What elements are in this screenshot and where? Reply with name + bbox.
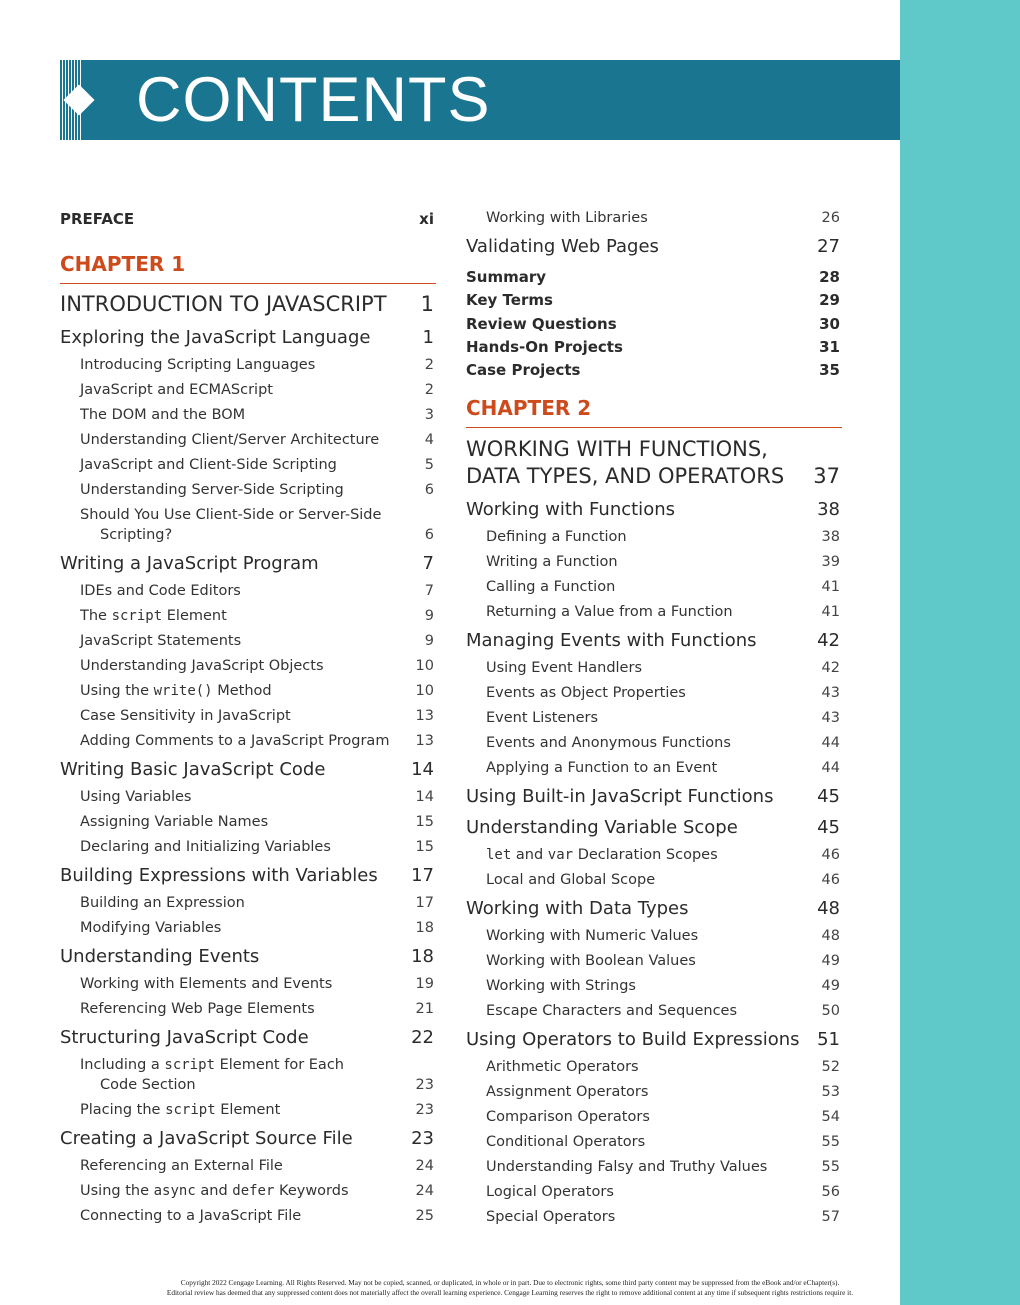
toc-label: Referencing Web Page Elements [80, 1001, 315, 1017]
toc-page: 49 [821, 978, 840, 995]
toc-page: 48 [821, 928, 840, 945]
toc-page: 7 [424, 583, 434, 599]
toc-label: Case Sensitivity in JavaScript [80, 708, 291, 724]
toc-label: Working with Elements and Events [80, 976, 333, 992]
toc-subsection[interactable] [60, 1154, 434, 1179]
toc-label: Adding Comments to a JavaScript Program [80, 733, 390, 749]
toc-page: 42 [821, 660, 840, 677]
label-text: Using the [80, 683, 154, 699]
toc-label: Working with Functions [466, 499, 675, 521]
toc-label [466, 436, 784, 490]
toc-page: 46 [821, 847, 840, 864]
toc-label: Local and Global Scope [486, 872, 656, 889]
toc-section[interactable] [466, 625, 840, 656]
toc-label: Understanding JavaScript Objects [80, 658, 324, 674]
toc-label: PREFACE [60, 210, 135, 228]
toc-subsection[interactable] [60, 704, 434, 729]
toc-page: 25 [415, 1208, 434, 1224]
toc-label: Arithmetic Operators [486, 1059, 639, 1076]
toc-page: 30 [819, 314, 840, 333]
toc-subsection[interactable] [466, 656, 840, 681]
toc-page: 15 [415, 814, 434, 830]
toc-subsection[interactable] [60, 453, 434, 478]
toc-page: 43 [821, 710, 840, 727]
label-text: Including a [80, 1057, 165, 1073]
side-color-strip [900, 0, 1020, 1305]
label-text: Keywords [274, 1183, 349, 1199]
toc-section[interactable] [466, 812, 840, 843]
toc-label [80, 1055, 344, 1095]
toc-page: 13 [415, 708, 434, 724]
toc-subsection[interactable] [60, 604, 434, 629]
toc-left-column [60, 206, 434, 1229]
toc-page: 41 [821, 579, 840, 596]
toc-label-line: DATA TYPES, AND OPERATORS [466, 464, 785, 489]
toc-page: 17 [415, 895, 434, 911]
toc-page: 31 [819, 337, 840, 356]
toc-label: Building an Expression [80, 895, 245, 911]
toc-label: Referencing an External File [80, 1158, 283, 1174]
toc-section[interactable] [60, 322, 434, 353]
toc-label-line: Code Section [100, 1077, 196, 1093]
toc-page: 2 [424, 357, 434, 373]
toc-subsection[interactable] [466, 1180, 840, 1205]
toc-label: Working with Numeric Values [486, 928, 699, 945]
toc-subsection[interactable] [60, 428, 434, 453]
toc-subsection[interactable] [466, 756, 840, 781]
toc-page: 9 [424, 608, 434, 624]
toc-label: Using Variables [80, 789, 192, 805]
toc-label: Events and Anonymous Functions [486, 735, 731, 752]
toc-section[interactable] [466, 781, 840, 812]
chapter-1-label: CHAPTER 1 [60, 252, 436, 284]
toc-label-line: Scripting? [100, 527, 173, 543]
toc-subsection[interactable] [60, 353, 434, 378]
toc-label: Applying a Function to an Event [486, 760, 718, 777]
toc-page: 14 [415, 789, 434, 805]
toc-page: 46 [821, 872, 840, 889]
toc-label: Returning a Value from a Function [486, 604, 733, 621]
toc-label: Understanding Client/Server Architecture [80, 432, 380, 448]
toc-subsection[interactable] [466, 706, 840, 731]
toc-page: 26 [821, 210, 840, 226]
toc-page: 13 [415, 733, 434, 749]
toc-subsection[interactable] [466, 731, 840, 756]
toc-label [80, 679, 272, 704]
toc-page: 5 [424, 457, 434, 473]
toc-page: 37 [813, 464, 840, 489]
toc-page: 7 [422, 553, 434, 574]
toc-page: 55 [821, 1134, 840, 1151]
toc-subsection[interactable] [60, 579, 434, 604]
toc-label [486, 843, 718, 868]
toc-end-item[interactable] [466, 336, 840, 359]
toc-page: 10 [415, 683, 434, 699]
toc-label: The DOM and the BOM [80, 407, 246, 423]
toc-page: 23 [415, 1102, 434, 1118]
toc-page: 1 [422, 327, 434, 348]
toc-label: Structuring JavaScript Code [60, 1027, 309, 1048]
toc-label: Understanding Events [60, 946, 260, 967]
toc-page: 10 [415, 658, 434, 674]
toc-subsection[interactable] [466, 1080, 840, 1105]
toc-page: 23 [411, 1128, 434, 1149]
toc-section[interactable] [466, 893, 840, 924]
toc-page: 52 [821, 1059, 840, 1076]
toc-page: 19 [415, 976, 434, 992]
toc-label: Defining a Function [486, 529, 627, 546]
toc-page: 48 [817, 898, 840, 920]
toc-label: Managing Events with Functions [466, 630, 757, 652]
toc-label: Logical Operators [486, 1184, 614, 1201]
toc-page: 55 [821, 1159, 840, 1176]
toc-subsection[interactable] [466, 1055, 840, 1080]
toc-label: Building Expressions with Variables [60, 865, 378, 886]
toc-label: Escape Characters and Sequences [486, 1003, 738, 1020]
toc-label: Exploring the JavaScript Language [60, 327, 371, 348]
toc-label [80, 1098, 280, 1123]
toc-page: 9 [424, 633, 434, 649]
toc-subsection[interactable] [466, 600, 840, 625]
toc-page: 2 [424, 382, 434, 398]
toc-subsection[interactable] [60, 503, 434, 548]
toc-page: 42 [817, 630, 840, 652]
toc-label: Key Terms [466, 291, 553, 310]
toc-label: Special Operators [486, 1209, 616, 1226]
toc-subsection[interactable] [60, 997, 434, 1022]
toc-label: Comparison Operators [486, 1109, 650, 1126]
toc-label: JavaScript Statements [80, 633, 242, 649]
toc-label: Connecting to a JavaScript File [80, 1208, 302, 1224]
toc-page: 51 [817, 1029, 840, 1051]
toc-section[interactable] [60, 1123, 434, 1154]
toc-page: 35 [819, 361, 840, 380]
toc-label: Understanding Falsy and Truthy Values [486, 1159, 768, 1176]
toc-label: JavaScript and Client-Side Scripting [80, 457, 337, 473]
toc-subsection[interactable] [466, 1130, 840, 1155]
toc-page: 41 [821, 604, 840, 621]
toc-subsection[interactable] [466, 868, 840, 893]
toc-subsection[interactable] [60, 785, 434, 810]
toc-page: 29 [819, 291, 840, 310]
toc-section[interactable] [466, 231, 840, 262]
toc-page: 45 [817, 786, 840, 808]
toc-label: Declaring and Initializing Variables [80, 839, 331, 855]
toc-label: Writing Basic JavaScript Code [60, 759, 326, 780]
toc-page: 4 [424, 432, 434, 448]
toc-label: IDEs and Code Editors [80, 583, 241, 599]
code-text: script [164, 1057, 215, 1073]
toc-page: 53 [821, 1084, 840, 1101]
label-text: Declaration Scopes [573, 847, 718, 864]
toc-page: 38 [821, 529, 840, 546]
toc-section[interactable] [60, 860, 434, 891]
toc-subsection[interactable] [466, 843, 840, 868]
toc-subsection[interactable] [60, 378, 434, 403]
toc-label [80, 1179, 349, 1204]
toc-end-item[interactable] [466, 266, 840, 289]
page-title: CONTENTS [136, 65, 491, 135]
toc-page: 24 [415, 1158, 434, 1174]
toc-page: 15 [415, 839, 434, 855]
toc-subsection[interactable] [60, 729, 434, 754]
toc-subsection[interactable] [466, 949, 840, 974]
toc-label: Modifying Variables [80, 920, 222, 936]
toc-page: 1 [420, 292, 434, 316]
toc-page: 3 [424, 407, 434, 423]
chapter-2-title[interactable] [466, 436, 840, 490]
toc-subsection[interactable] [60, 403, 434, 428]
toc-subsection[interactable] [60, 1098, 434, 1123]
toc-subsection[interactable] [466, 924, 840, 949]
toc-page: 17 [411, 865, 434, 886]
toc-subsection[interactable] [60, 835, 434, 860]
contents-banner [60, 60, 900, 140]
toc-subsection[interactable] [466, 1105, 840, 1130]
toc-page: 6 [424, 482, 434, 498]
toc-section[interactable] [466, 1024, 840, 1055]
toc-page: 18 [411, 946, 434, 967]
toc-section[interactable] [60, 1022, 434, 1053]
toc-page: 23 [415, 1077, 434, 1093]
toc-label: Event Listeners [486, 710, 599, 727]
toc-label: Review Questions [466, 314, 617, 333]
toc-subsection[interactable] [466, 575, 840, 600]
toc-page: 27 [817, 236, 840, 257]
toc-subsection[interactable] [466, 206, 840, 231]
label-text: Method [212, 683, 272, 699]
toc-label: Working with Strings [486, 978, 636, 995]
toc-label: Assigning Variable Names [80, 814, 269, 830]
toc-subsection[interactable] [60, 891, 434, 916]
toc-subsection[interactable] [466, 999, 840, 1024]
toc-page: 43 [821, 685, 840, 702]
label-text: and [195, 1183, 233, 1199]
label-text: and [511, 847, 548, 864]
toc-subsection[interactable] [60, 1204, 434, 1229]
toc-subsection[interactable] [60, 810, 434, 835]
toc-label: Working with Boolean Values [486, 953, 696, 970]
toc-label: Understanding Variable Scope [466, 817, 738, 839]
toc-subsection[interactable] [60, 629, 434, 654]
toc-page: 44 [821, 735, 840, 752]
label-text: Element [215, 1102, 281, 1118]
toc-label: Validating Web Pages [466, 236, 659, 257]
toc-subsection[interactable] [60, 679, 434, 704]
code-text: var [547, 847, 574, 864]
toc-end-item[interactable] [466, 289, 840, 312]
label-text: The [80, 608, 112, 624]
label-text: Element for Each [214, 1057, 344, 1073]
toc-subsection[interactable] [60, 916, 434, 941]
code-text: async [153, 1183, 196, 1199]
toc-page: 49 [821, 953, 840, 970]
toc-subsection[interactable] [466, 550, 840, 575]
toc-subsection[interactable] [466, 681, 840, 706]
code-text: script [165, 1102, 216, 1118]
footer-line: Copyright 2022 Cengage Learning. All Rights Reserved. May not be copied, scanned, or duplicated, in whole or in part. Due to electronic rights, some third party content may be suppressed from the eBook and/or eChapter(s). [180, 1278, 840, 1287]
toc-page: 57 [821, 1209, 840, 1226]
toc-subsection[interactable] [60, 1179, 434, 1204]
label-text: Using the [80, 1183, 154, 1199]
toc-label: Introducing Scripting Languages [80, 357, 316, 373]
chapter-1-title[interactable] [60, 291, 434, 318]
toc-page: 45 [817, 817, 840, 839]
toc-label: Using Built-in JavaScript Functions [466, 786, 774, 808]
toc-label: Calling a Function [486, 579, 616, 596]
footer-line: Editorial review has deemed that any suppressed content does not materially affect the overall learning experience. Cengage Learning reserves the right to remove additional content at any time if subsequent rights restrictions require it. [166, 1288, 854, 1297]
toc-end-item[interactable] [466, 313, 840, 336]
toc-section[interactable] [466, 494, 840, 525]
label-text: Element [162, 608, 227, 624]
label-text: Placing the [80, 1102, 166, 1118]
toc-subsection[interactable] [60, 478, 434, 503]
toc-label-line: WORKING WITH FUNCTIONS, [466, 437, 768, 462]
chapter-2-label: CHAPTER 2 [466, 396, 842, 428]
toc-page: 39 [821, 554, 840, 571]
toc-page: 6 [424, 527, 434, 543]
toc-label [80, 505, 381, 545]
code-text: defer [232, 1183, 275, 1199]
toc-label: Writing a JavaScript Program [60, 553, 319, 574]
toc-subsection[interactable] [60, 654, 434, 679]
toc-label: Using Event Handlers [486, 660, 642, 677]
toc-label [80, 604, 227, 629]
toc-subsection[interactable] [60, 1053, 434, 1098]
code-text: script [111, 608, 163, 624]
code-text: write() [153, 683, 213, 699]
toc-label: Events as Object Properties [486, 685, 686, 702]
toc-end-item[interactable] [466, 359, 840, 382]
toc-label: Working with Data Types [466, 898, 689, 920]
toc-page: 44 [821, 760, 840, 777]
toc-label: INTRODUCTION TO JAVASCRIPT [60, 292, 387, 316]
toc-page: 14 [411, 759, 434, 780]
toc-label: Using Operators to Build Expressions [466, 1029, 800, 1051]
toc-label: Summary [466, 268, 547, 286]
toc-subsection[interactable] [466, 1205, 840, 1230]
toc-subsection[interactable] [466, 1155, 840, 1180]
toc-page: 18 [415, 920, 434, 936]
toc-label: Creating a JavaScript Source File [60, 1128, 353, 1149]
toc-page: xi [419, 210, 434, 228]
toc-label: Assignment Operators [486, 1084, 649, 1101]
toc-label: Understanding Server-Side Scripting [80, 482, 344, 498]
toc-page: 28 [819, 268, 840, 286]
toc-subsection[interactable] [60, 972, 434, 997]
toc-page: 22 [411, 1027, 434, 1048]
toc-label: Hands-On Projects [466, 337, 623, 356]
toc-section[interactable] [60, 548, 434, 579]
toc-subsection[interactable] [466, 974, 840, 999]
toc-page: 56 [821, 1184, 840, 1201]
toc-preface[interactable] [60, 206, 434, 232]
toc-right-column [466, 206, 840, 1230]
toc-label: JavaScript and ECMAScript [80, 382, 273, 398]
toc-section[interactable] [60, 941, 434, 972]
toc-label: Writing a Function [486, 554, 618, 571]
copyright-footer [0, 1278, 1020, 1298]
toc-page: 50 [821, 1003, 840, 1020]
toc-section[interactable] [60, 754, 434, 785]
toc-label: Conditional Operators [486, 1134, 646, 1151]
code-text: let [486, 847, 512, 864]
toc-subsection[interactable] [466, 525, 840, 550]
toc-label-line: Should You Use Client-Side or Server-Side [80, 507, 382, 523]
toc-page: 54 [821, 1109, 840, 1126]
toc-label: Case Projects [466, 361, 581, 380]
toc-label: Working with Libraries [486, 210, 648, 226]
toc-page: 24 [415, 1183, 434, 1199]
toc-page: 21 [415, 1001, 434, 1017]
toc-page: 38 [817, 499, 840, 521]
